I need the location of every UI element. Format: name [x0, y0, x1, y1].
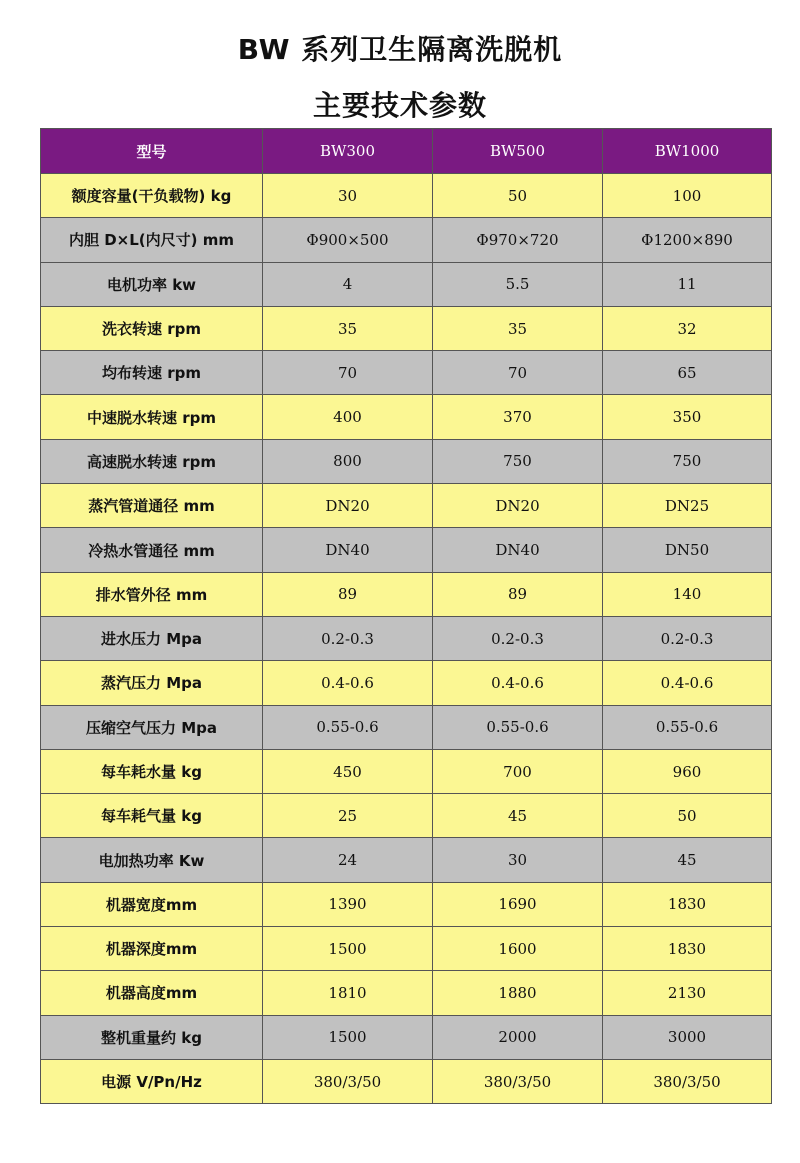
table-row [41, 616, 772, 660]
param-cell: 洗衣转速 rpm [41, 306, 263, 350]
table-row [41, 661, 772, 705]
param-cell: 电加热功率 Kw [41, 838, 263, 882]
table-row [41, 794, 772, 838]
value-cell: 30 [433, 838, 603, 882]
value-cell: 350 [603, 395, 772, 439]
table-row [41, 439, 772, 483]
value-cell: 1500 [263, 927, 433, 971]
value-cell: 140 [603, 572, 772, 616]
value-cell: 32 [603, 306, 772, 350]
value-cell: 800 [263, 439, 433, 483]
value-cell: 0.2-0.3 [603, 616, 772, 660]
param-cell: 进水压力 Mpa [41, 616, 263, 660]
value-cell: 70 [263, 351, 433, 395]
table-row [41, 572, 772, 616]
value-cell: 45 [603, 838, 772, 882]
value-cell: DN40 [433, 528, 603, 572]
value-cell: 25 [263, 794, 433, 838]
table-row [41, 927, 772, 971]
param-cell: 压缩空气压力 Mpa [41, 705, 263, 749]
value-cell: 24 [263, 838, 433, 882]
value-cell: 2130 [603, 971, 772, 1015]
table-row [41, 971, 772, 1015]
value-cell: DN20 [433, 484, 603, 528]
value-cell: 750 [433, 439, 603, 483]
table-row [41, 174, 772, 218]
value-cell: 0.2-0.3 [433, 616, 603, 660]
header-bw500: BW500 [433, 129, 603, 174]
value-cell: 0.4-0.6 [263, 661, 433, 705]
table-row [41, 395, 772, 439]
value-cell: DN25 [603, 484, 772, 528]
table-row [41, 218, 772, 262]
param-cell: 整机重量约 kg [41, 1015, 263, 1059]
value-cell: 45 [433, 794, 603, 838]
value-cell: DN20 [263, 484, 433, 528]
value-cell: Φ900×500 [263, 218, 433, 262]
value-cell: 1830 [603, 927, 772, 971]
value-cell: 0.4-0.6 [433, 661, 603, 705]
value-cell: 35 [263, 306, 433, 350]
value-cell: 380/3/50 [603, 1059, 772, 1103]
value-cell: 750 [603, 439, 772, 483]
param-cell: 排水管外径 mm [41, 572, 263, 616]
param-cell: 蒸汽压力 Mpa [41, 661, 263, 705]
header-bw300: BW300 [263, 129, 433, 174]
value-cell: 1600 [433, 927, 603, 971]
table-row [41, 306, 772, 350]
param-cell: 电源 V/Pn/Hz [41, 1059, 263, 1103]
page-title: BW 系列卫生隔离洗脱机 [237, 33, 563, 66]
value-cell: 0.55-0.6 [433, 705, 603, 749]
value-cell: 65 [603, 351, 772, 395]
value-cell: 1390 [263, 882, 433, 926]
param-cell: 额度容量(干负载物) kg [41, 174, 263, 218]
value-cell: 960 [603, 749, 772, 793]
table-row [41, 262, 772, 306]
value-cell: 0.55-0.6 [263, 705, 433, 749]
param-cell: 冷热水管通径 mm [41, 528, 263, 572]
table-row [41, 351, 772, 395]
value-cell: DN40 [263, 528, 433, 572]
table-row [41, 1059, 772, 1103]
value-cell: 100 [603, 174, 772, 218]
table-row [41, 528, 772, 572]
table-row [41, 1015, 772, 1059]
value-cell: 1690 [433, 882, 603, 926]
value-cell: 370 [433, 395, 603, 439]
value-cell: DN50 [603, 528, 772, 572]
value-cell: 400 [263, 395, 433, 439]
value-cell: 89 [433, 572, 603, 616]
param-cell: 高速脱水转速 rpm [41, 439, 263, 483]
param-cell: 电机功率 kw [41, 262, 263, 306]
value-cell: 11 [603, 262, 772, 306]
value-cell: 5.5 [433, 262, 603, 306]
value-cell: 1500 [263, 1015, 433, 1059]
value-cell: 70 [433, 351, 603, 395]
table-row [41, 882, 772, 926]
table-row [41, 838, 772, 882]
value-cell: 4 [263, 262, 433, 306]
param-cell: 每车耗水量 kg [41, 749, 263, 793]
value-cell: 0.2-0.3 [263, 616, 433, 660]
value-cell: 50 [603, 794, 772, 838]
table-header-row [41, 129, 772, 174]
param-cell: 内胆 D×L(内尺寸) mm [41, 218, 263, 262]
param-cell: 中速脱水转速 rpm [41, 395, 263, 439]
param-cell: 机器宽度mm [41, 882, 263, 926]
value-cell: 700 [433, 749, 603, 793]
param-cell: 机器深度mm [41, 927, 263, 971]
value-cell: 1830 [603, 882, 772, 926]
value-cell: 50 [433, 174, 603, 218]
header-bw1000: BW1000 [603, 129, 772, 174]
value-cell: 35 [433, 306, 603, 350]
value-cell: 380/3/50 [263, 1059, 433, 1103]
value-cell: 0.55-0.6 [603, 705, 772, 749]
value-cell: 30 [263, 174, 433, 218]
value-cell: 380/3/50 [433, 1059, 603, 1103]
value-cell: Φ970×720 [433, 218, 603, 262]
param-cell: 机器高度mm [41, 971, 263, 1015]
table-row [41, 705, 772, 749]
spec-table [40, 128, 772, 1104]
header-model: 型号 [41, 129, 263, 174]
value-cell: Φ1200×890 [603, 218, 772, 262]
page-subtitle: 主要技术参数 [312, 89, 487, 122]
param-cell: 蒸汽管道通径 mm [41, 484, 263, 528]
param-cell: 均布转速 rpm [41, 351, 263, 395]
table-row [41, 749, 772, 793]
value-cell: 450 [263, 749, 433, 793]
value-cell: 0.4-0.6 [603, 661, 772, 705]
value-cell: 89 [263, 572, 433, 616]
table-body [41, 174, 772, 1104]
value-cell: 1810 [263, 971, 433, 1015]
value-cell: 3000 [603, 1015, 772, 1059]
param-cell: 每车耗气量 kg [41, 794, 263, 838]
value-cell: 2000 [433, 1015, 603, 1059]
table-row [41, 484, 772, 528]
value-cell: 1880 [433, 971, 603, 1015]
